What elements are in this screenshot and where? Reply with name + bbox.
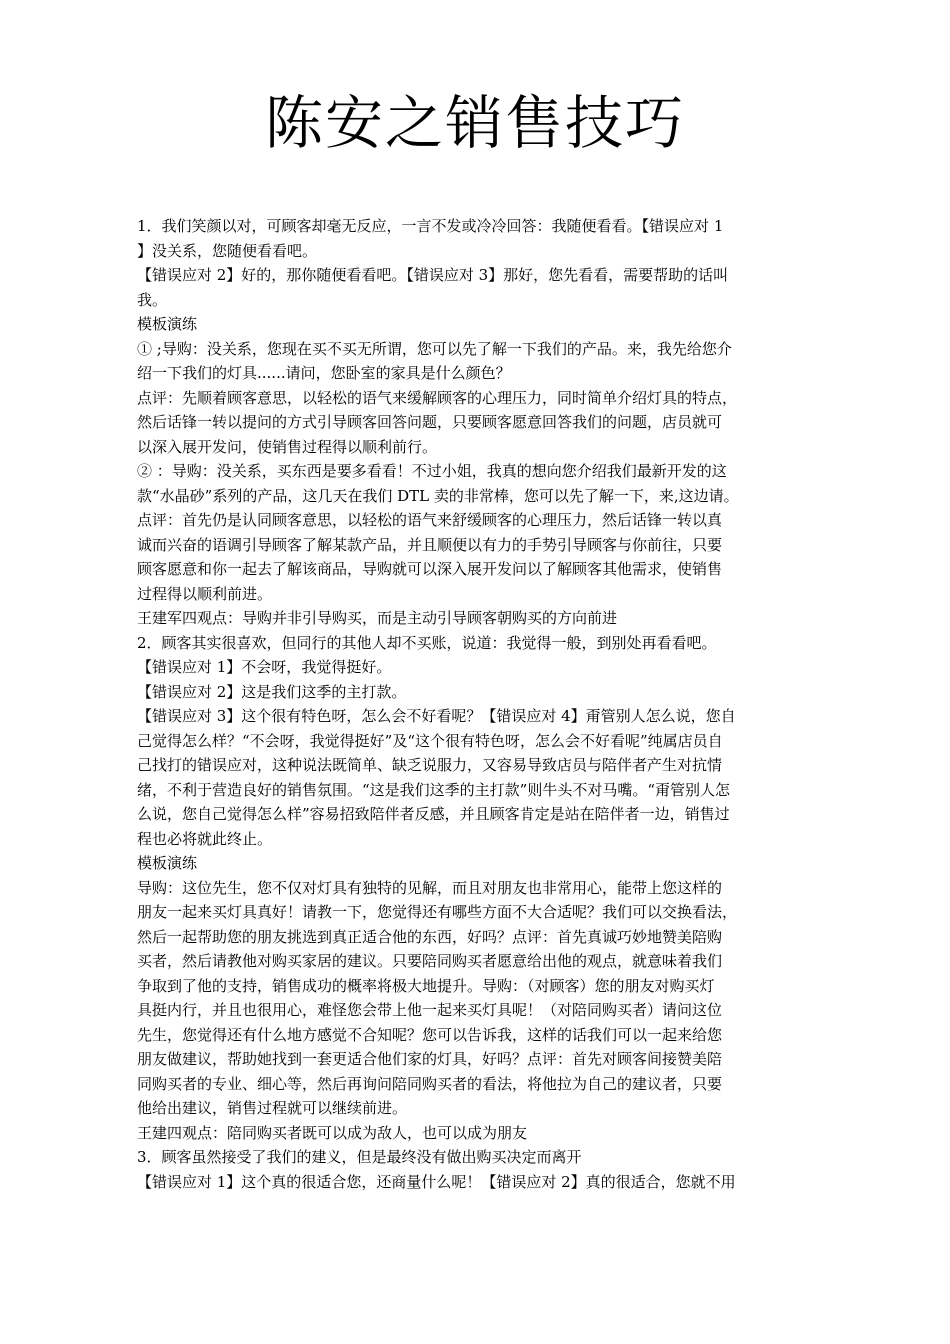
text-line: 【错误应对 2】好的，那你随便看看吧。【错误应对 3】那好，您先看看，需要帮助的话叫: [137, 266, 729, 284]
text-line: ① ;导购：没关系，您现在买不买无所谓，您可以先了解一下我们的产品。来，我先给您介: [137, 339, 732, 358]
text-line: 同购买者的专业、细心等，然后再询问陪同购买者的看法，将他拉为自己的建议者，只要: [137, 1074, 723, 1093]
text-line: 我。: [137, 290, 168, 309]
text-line: 1．我们笑颜以对，可顾客却毫无反应，一言不发或冷冷回答：我随便看看。【错误应对 1: [137, 217, 724, 235]
text-line: 【错误应对 3】这个很有特色呀，怎么会不好看呢？【错误应对 4】甭管别人怎么说，您自: [137, 707, 736, 725]
text-line: 模板演练: [137, 315, 198, 333]
page-title: 陈安之销售技巧: [264, 89, 685, 157]
text-line: 点评：先顺着顾客意思，以轻松的语气来缓解顾客的心理压力，同时简单介绍灯具的特点，: [137, 388, 738, 407]
text-line: 王建四观点：陪同购买者既可以成为敌人，也可以成为朋友: [137, 1123, 528, 1142]
text-line: 】没关系，您随便看看吧。: [137, 241, 318, 260]
text-line: 然后一起帮助您的朋友挑选到真正适合他的东西，好吗？点评：首先真诚巧妙地赞美陪购: [137, 927, 723, 946]
text-line: 争取到了他的支持，销售成功的概率将极大地提升。导购：（对顾客）您的朋友对购买灯: [137, 976, 715, 995]
text-line: 然后话锋一转以提问的方式引导顾客回答问题，只要顾客愿意回答我们的问题，店员就可: [137, 413, 723, 431]
text-line: 点评：首先仍是认同顾客意思，以轻松的语气来舒缓顾客的心理压力，然后话锋一转以真: [137, 511, 723, 529]
text-line: 朋友一起来买灯具真好！请教一下，您觉得还有哪些方面不大合适呢？我们可以交换看法，: [137, 903, 738, 921]
text-line: 【错误应对 1】这个真的很适合您，还商量什么呢！【错误应对 2】真的很适合，您就不用: [137, 1172, 736, 1191]
text-line: 导购：这位先生，您不仅对灯具有独特的见解，而且对朋友也非常用心，能带上您这样的: [137, 878, 723, 897]
text-line: ② ：导购：没关系，买东西是要多看看！不过小姐，我真的想向您介绍我们最新开发的这: [137, 462, 727, 480]
document-body: [137, 214, 817, 1194]
text-line: 【错误应对 2】这是我们这季的主打款。: [137, 682, 407, 701]
text-line: 买者，然后请教他对购买家居的建议。只要陪同购买者愿意给出他的观点，就意味着我们: [137, 952, 723, 970]
text-line: 款“水晶砂”系列的产品，这几天在我们 DTL 卖的非常棒，您可以先了解一下，来,这边请。: [137, 486, 739, 505]
text-line: 朋友做建议，帮助她找到一套更适合他们家的灯具，好吗？点评：首先对顾客间接赞美陪: [137, 1050, 723, 1068]
text-line: 绪，不利于营造良好的销售氛围。“这是我们这季的主打款”则牛头不对马嘴。“甭管别人怎: [137, 780, 731, 799]
text-line: 以深入展开发问，使销售过程得以顺利前行。: [137, 437, 438, 456]
text-line: 具挺内行，并且也很用心，难怪您会带上他一起来买灯具呢！（对陪同购买者）请问这位: [137, 1001, 723, 1019]
text-line: 他给出建议，销售过程就可以继续前进。: [137, 1099, 408, 1117]
text-line: 先生，您觉得还有什么地方感觉不合知呢？您可以告诉我，这样的话我们可以一起来给您: [137, 1025, 723, 1044]
text-line: 么说，您自己觉得怎么样”容易招致陪伴者反感，并且顾客肯定是站在陪伴者一边，销售过: [137, 805, 730, 823]
text-line: 2．顾客其实很喜欢，但同行的其他人却不买账，说道：我觉得一般，到别处再看看吧。: [137, 633, 717, 652]
text-line: 王建军四观点：导购并非引导购买，而是主动引导顾客朝购买的方向前进: [137, 609, 618, 627]
text-line: 模板演练: [137, 854, 198, 872]
text-line: 绍一下我们的灯具......请问，您卧室的家具是什么颜色？: [137, 364, 511, 382]
text-line: 【错误应对 1】不会呀，我觉得挺好。: [137, 658, 392, 676]
text-line: 程也必将就此终止。: [137, 829, 273, 848]
text-line: 己觉得怎么样？“不会呀，我觉得挺好”及“这个很有特色呀，怎么会不好看呢”纯属店员自: [137, 731, 723, 750]
text-line: 过程得以顺利前进。: [137, 584, 273, 603]
text-line: 顾客愿意和你一起去了解该商品，导购就可以深入展开发问以了解顾客其他需求，使销售: [137, 560, 723, 578]
text-line: 己找打的错误应对，这种说法既简单、缺乏说服力，又容易导致店员与陪伴者产生对抗情: [137, 756, 723, 774]
text-line: 3．顾客虽然接受了我们的建义，但是最终没有做出购买决定而离开: [137, 1148, 582, 1166]
text-line: 诚而兴奋的语调引导顾客了解某款产品，并且顺便以有力的手势引导顾客与你前往，只要: [137, 535, 723, 554]
